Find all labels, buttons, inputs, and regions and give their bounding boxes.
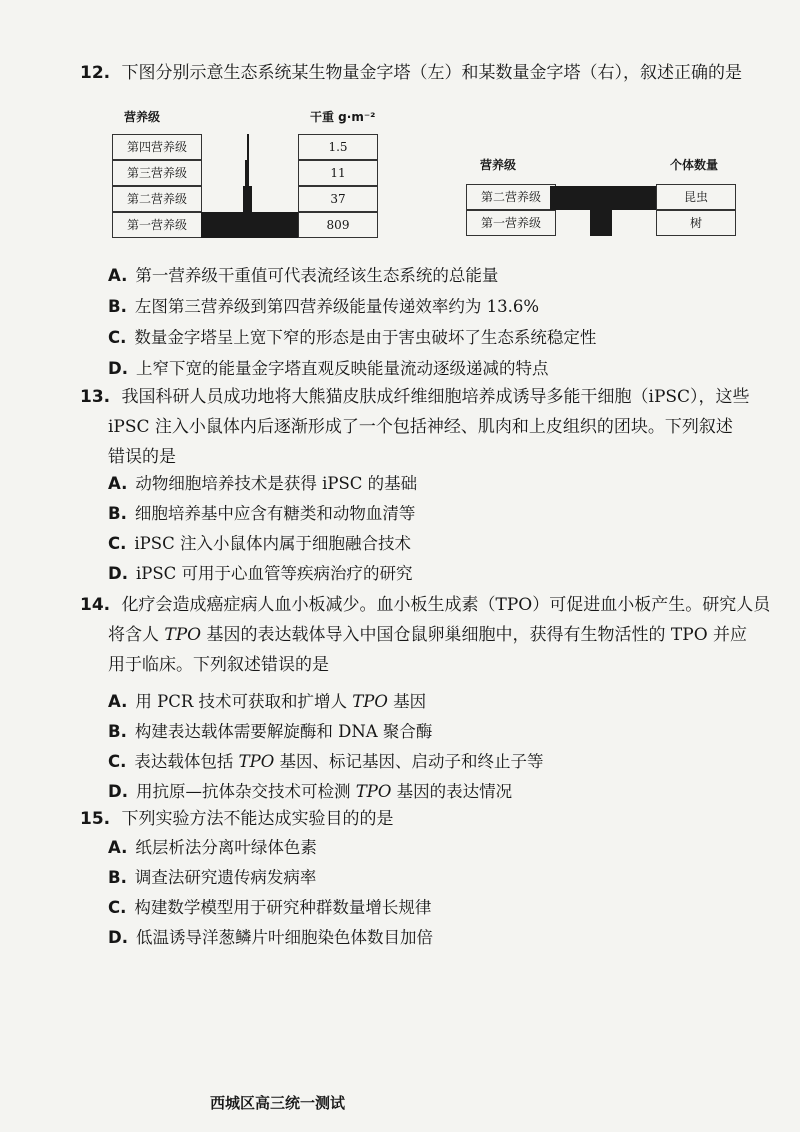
biomass-value: 809 bbox=[298, 212, 378, 238]
biomass-value: 11 bbox=[298, 160, 378, 186]
q13-option-b: B. 细胞培养基中应含有糖类和动物血清等 bbox=[108, 504, 416, 523]
q15-option-b: B. 调查法研究遗传病发病率 bbox=[108, 868, 317, 887]
level-label: 第一营养级 bbox=[466, 210, 556, 236]
q13-option-a: A. 动物细胞培养技术是获得 iPSC 的基础 bbox=[108, 474, 418, 493]
q14-number: 14. bbox=[80, 595, 111, 615]
level-label: 第三营养级 bbox=[112, 160, 202, 186]
pyramid-bar-tree bbox=[590, 210, 612, 236]
level-label: 第四营养级 bbox=[112, 134, 202, 160]
level-label: 第二营养级 bbox=[112, 186, 202, 212]
pyramid-bar-level1 bbox=[201, 212, 298, 238]
right-col1-header: 营养级 bbox=[480, 158, 517, 172]
q15-option-d: D. 低温诱导洋葱鳞片叶细胞染色体数目加倍 bbox=[108, 928, 433, 947]
q14-option-a: A. 用 PCR 技术可获取和扩增人 TPO 基因 bbox=[108, 692, 427, 711]
q13-stem-line2: iPSC 注入小鼠体内后逐渐形成了一个包括神经、肌肉和上皮组织的团块。下列叙述 bbox=[108, 417, 733, 437]
q14-stem-line1: 14. 化疗会造成癌症病人血小板减少。血小板生成素（TPO）可促进血小板产生。研究人员 bbox=[80, 595, 771, 615]
left-col1-header: 营养级 bbox=[124, 110, 161, 124]
pyramid-bar-insects bbox=[550, 186, 656, 210]
table-row bbox=[110, 160, 378, 185]
left-col2-header: 干重 g·m⁻² bbox=[310, 110, 376, 124]
q13-option-c: C. iPSC 注入小鼠体内属于细胞融合技术 bbox=[108, 534, 411, 553]
right-col2-header: 个体数量 bbox=[670, 158, 719, 172]
biomass-value: 37 bbox=[298, 186, 378, 212]
level-label: 第二营养级 bbox=[466, 184, 556, 210]
q15-stem: 15. 下列实验方法不能达成实验目的的是 bbox=[80, 809, 394, 829]
q15-option-a: A. 纸层析法分离叶绿体色素 bbox=[108, 838, 317, 857]
pyramid-bar-level2 bbox=[243, 186, 252, 212]
pyramid-bar-level4 bbox=[247, 134, 249, 160]
q15-option-c: C. 构建数学模型用于研究种群数量增长规律 bbox=[108, 898, 432, 917]
biomass-value: 1.5 bbox=[298, 134, 378, 160]
q12-option-d: D. 上窄下宽的能量金字塔直观反映能量流动逐级递减的特点 bbox=[108, 359, 549, 378]
q12-stem bbox=[80, 58, 742, 88]
q13-stem-line3: 错误的是 bbox=[108, 447, 176, 467]
q12-option-b: B. 左图第三营养级到第四营养级能量传递效率约为 13.6% bbox=[108, 297, 540, 316]
q14-option-d: D. 用抗原—抗体杂交技术可检测 TPO 基因的表达情况 bbox=[108, 782, 513, 801]
organism-label: 昆虫 bbox=[656, 184, 736, 210]
q14-option-c: C. 表达载体包括 TPO 基因、标记基因、启动子和终止子等 bbox=[108, 752, 544, 771]
q14-option-b: B. 构建表达载体需要解旋酶和 DNA 聚合酶 bbox=[108, 722, 433, 741]
q12-option-a: A. 第一营养级干重值可代表流经该生态系统的总能量 bbox=[108, 266, 499, 285]
pyramid-bar-level3 bbox=[245, 160, 249, 186]
biomass-pyramid-table bbox=[110, 108, 378, 236]
q14-stem-line3: 用于临床。下列叙述错误的是 bbox=[108, 655, 329, 675]
page-footer: 西城区高三统一测试 bbox=[210, 1094, 346, 1112]
q15-number: 15. bbox=[80, 809, 111, 829]
level-label: 第一营养级 bbox=[112, 212, 202, 238]
q12-number: 12. bbox=[80, 63, 111, 83]
q12-stem-text: 下图分别示意生态系统某生物量金字塔（左）和某数量金字塔（右），叙述正确的是 bbox=[121, 63, 743, 83]
number-pyramid-table bbox=[466, 150, 736, 240]
q14-stem-line2: 将含人 TPO 基因的表达载体导入中国仓鼠卵巢细胞中，获得有生物活性的 TPO 并应 bbox=[108, 625, 748, 645]
q13-number: 13. bbox=[80, 387, 111, 407]
q13-option-d: D. iPSC 可用于心血管等疾病治疗的研究 bbox=[108, 564, 413, 583]
table-row bbox=[110, 134, 378, 159]
q13-stem-line1: 13. 我国科研人员成功地将大熊猫皮肤成纤维细胞培养成诱导多能干细胞（iPSC），这些 bbox=[80, 387, 750, 407]
organism-label: 树 bbox=[656, 210, 736, 236]
q12-option-c: C. 数量金字塔呈上宽下窄的形态是由于害虫破坏了生态系统稳定性 bbox=[108, 328, 597, 347]
